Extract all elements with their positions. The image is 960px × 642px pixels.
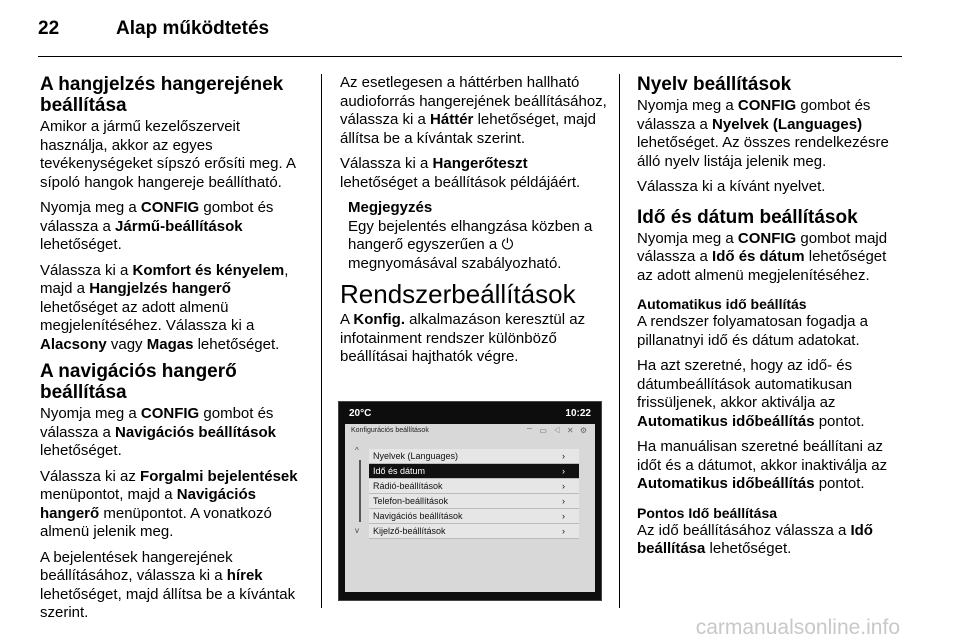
page-header [38,18,269,40]
note-text: Egy bejelentés elhangzása közben a hangerő egyszerűen a ⏻ megnyomásával szabályozható. [348,217,593,272]
heading-system-settings: Rendszerbeállítások [340,279,576,309]
paragraph: Nyomja meg a CONFIG gombot majd válassza a Idő és dátum lehetőséget az adott almenü megjelenítéséhez. [637,229,888,284]
column-divider [619,74,620,608]
scrollbar[interactable] [353,446,367,538]
column-2 [340,74,608,374]
note-box [340,199,608,273]
note-title: Megjegyzés [348,199,433,216]
watermark: carmanualsonline.info [695,616,900,639]
panel-title: Konfigurációs beállítások [351,427,429,434]
settings-list-item-label: Rádió-beállítások [373,481,443,491]
paragraph: Ha azt szeretné, hogy az idő- és dátumbeállítások automatikusan frissüljenek, akkor aktiválja az Automatikus időbeállítás pontot. [637,357,865,430]
chevron-right-icon: › [562,526,565,536]
heading-language: Nyelv beállítások [637,74,792,95]
chevron-right-icon: › [562,511,565,521]
paragraph: Amikor a jármű kezelőszerveit használja, akkor az egyes tevékenységeket sípszó erősíti meg. A sípoló hangok hangereje beállítható. [40,118,296,191]
paragraph: Válassza ki a Hangerőteszt lehetőséget a beállítások példájáért. [340,155,581,191]
clock: 10:22 [565,408,591,419]
paragraph: A Konfig. alkalmazáson keresztül az infotainment rendszer különböző beállításai hajthatók végre. [340,311,586,365]
paragraph: Ha manuálisan szeretné beállítani az időt és a dátumot, akkor inaktiválja az Automatikus időbeállítás pontot. [637,438,888,492]
paragraph: Nyomja meg a CONFIG gombot és válassza a Nyelvek (Languages) lehetőséget. Az összes rendelkezésre álló nyelv listája jelenik meg. [637,97,889,170]
settings-list-item[interactable] [369,524,579,539]
paragraph: Az idő beállításához válassza a Idő beállítása lehetőséget. [637,521,873,557]
heading-time-date: Idő és dátum beállítások [637,206,858,228]
paragraph: Válassza ki az Forgalmi bejelentések menüpontot, majd a Navigációs hangerő menüpontot. A vonatkozó almenü jelenik meg. [40,467,298,540]
temperature: 20°C [349,408,372,419]
subheading-exact-time: Pontos Idő beállítása [637,504,778,521]
settings-list-item[interactable] [369,464,579,479]
column-1 [40,74,310,630]
settings-list-item[interactable] [369,479,579,494]
subheading-auto-time: Automatikus idő beállítás [637,296,807,312]
scroll-up-icon[interactable]: ^ [355,446,359,455]
paragraph: Válassza ki a Komfort és kényelem, majd a Hangjelzés hangerő lehetőséget az adott almenü megjelenítéséhez. Válassza ki a Alacsony vagy Magas lehetőséget. [40,261,289,353]
scroll-down-icon[interactable]: v [355,526,359,535]
infotainment-screenshot [338,401,602,601]
settings-list-item-label: Nyelvek (Languages) [373,451,459,461]
scroll-track [359,460,361,522]
chevron-right-icon: › [562,451,565,461]
settings-list-item[interactable] [369,449,579,464]
settings-list-item-label: Kijelző-beállítások [373,526,446,536]
paragraph: A rendszer folyamatosan fogadja a pillanatnyi idő és dátum adatokat. [637,313,868,349]
chevron-right-icon: › [562,481,565,491]
chapter-title: Alap működtetés [116,18,270,39]
heading-navigation: A navigációs hangerő beállítása [40,361,237,403]
settings-list-item[interactable] [369,494,579,509]
paragraph: A bejelentések hangerejének beállításához, válassza ki a hírek lehetőséget, majd állítsa be a kívántak szerint. [40,548,296,621]
settings-list-item[interactable] [369,509,579,524]
page-number: 22 [38,18,60,39]
settings-list-item-label: Navigációs beállítások [373,511,463,521]
chevron-right-icon: › [562,496,565,506]
settings-list-item-label: Idő és dátum [373,466,426,476]
column-divider [321,74,322,608]
settings-list-item-label: Telefon-beállítások [373,496,449,506]
screen-topbar [345,408,595,422]
chevron-right-icon: › [562,466,565,476]
paragraph: Nyomja meg a CONFIG gombot és válassza a Jármű-beállítások lehetőséget. [40,199,274,253]
paragraph: Válassza ki a kívánt nyelvet. [637,178,826,195]
heading-volume: A hangjelzés hangerejének beállítása [40,74,284,116]
status-icons: ⌔ ▭ ◁ ✕ ⚙ [525,426,589,435]
column-3 [637,74,905,566]
header-rule [38,56,902,57]
settings-list [369,449,579,539]
paragraph: Az esetlegesen a háttérben hallható audioforrás hangerejének beállításához, válassza ki a Háttér lehetőséget, majd állítsa be a kívántak szerint. [340,74,607,147]
paragraph: Nyomja meg a CONFIG gombot és válassza a Navigációs beállítások lehetőséget. [40,405,276,459]
